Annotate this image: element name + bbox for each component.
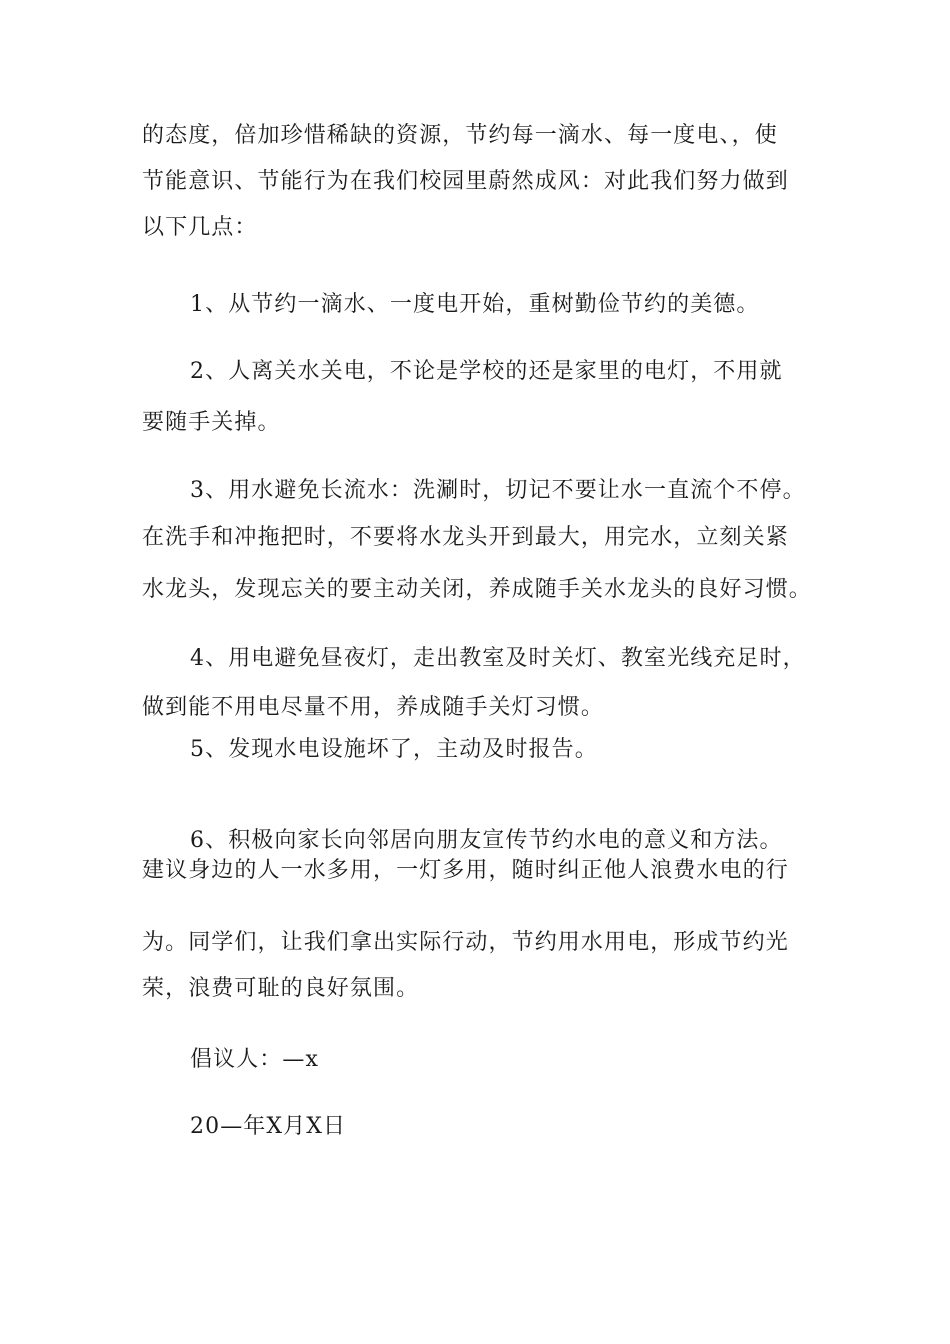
item-2-line: 2、人离关水关电，不论是学校的还是家里的电灯，不用就 [190,359,783,384]
intro-line: 节能意识、节能行为在我们校园里蔚然成风：对此我们努力做到 [142,169,789,194]
item-6-line: 荣，浪费可耻的良好氛围。 [142,976,420,1001]
intro-line: 以下几点： [142,215,258,240]
item-6-line: 为。同学们，让我们拿出实际行动，节约用水用电，形成节约光 [142,930,789,955]
item-2-line: 要随手关掉。 [142,410,281,435]
item-6-line: 建议身边的人一水多用，一灯多用，随时纠正他人浪费水电的行 [142,858,789,883]
date: 20—年X月X日 [190,1114,347,1139]
item-3-line: 在洗手和冲拖把时，不要将水龙头开到最大，用完水，立刻关紧 [142,525,789,550]
item-1-line: 1、从节约一滴水、一度电开始，重树勤俭节约的美德。 [190,292,760,317]
item-5-line: 5、发现水电设施坏了，主动及时报告。 [190,737,598,762]
intro-line: 的态度，倍加珍惜稀缺的资源，节约每一滴水、每一度电、，使 [142,123,778,148]
item-6-line: 6、积极向家长向邻居向朋友宣传节约水电的意义和方法。 [190,828,783,853]
item-4-line: 4、用电避免昼夜灯，走出教室及时关灯、教室光线充足时， [190,646,806,671]
item-3-line: 3、用水避免长流水：洗涮时，切记不要让水一直流个不停。 [190,478,806,503]
item-3-line: 水龙头，发现忘关的要主动关闭，养成随手关水龙头的良好习惯。 [142,577,812,602]
signature: 倡议人：—x [190,1047,320,1072]
item-4-line: 做到能不用电尽量不用，养成随手关灯习惯。 [142,695,605,720]
